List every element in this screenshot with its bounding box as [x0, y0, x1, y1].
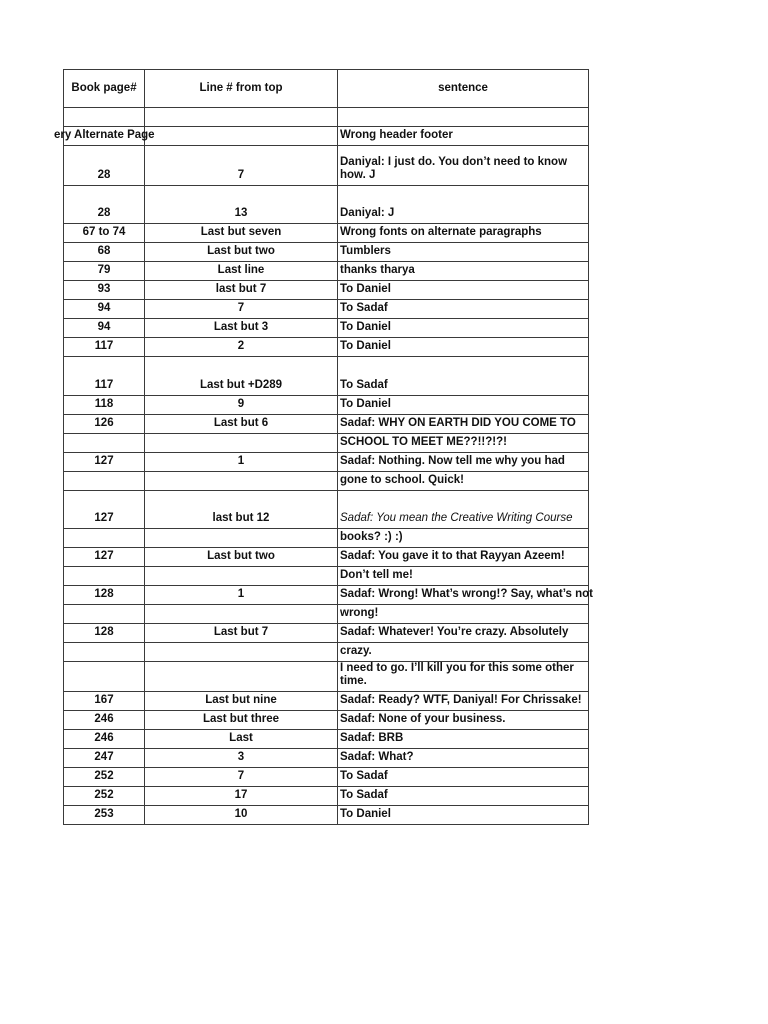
table-row: [64, 357, 589, 396]
book-page-cell[interactable]: [64, 415, 145, 434]
sentence-cell-text: To Sadaf: [340, 789, 388, 801]
line-number-cell[interactable]: [145, 415, 338, 434]
sentence-cell[interactable]: [338, 787, 589, 806]
book-page-cell[interactable]: [64, 186, 145, 224]
book-page-cell[interactable]: [64, 146, 145, 186]
line-number-cell[interactable]: [145, 127, 338, 146]
table-row: [64, 491, 589, 529]
line-number-cell[interactable]: [145, 281, 338, 300]
book-page-cell-text: ery Alternate Page: [54, 129, 155, 141]
line-number-cell[interactable]: [145, 491, 338, 529]
table-row: [64, 453, 589, 472]
line-number-cell[interactable]: [145, 806, 338, 825]
line-number-cell[interactable]: [145, 749, 338, 768]
line-number-cell[interactable]: [145, 586, 338, 605]
sentence-cell[interactable]: [338, 806, 589, 825]
spreadsheet: [54, 69, 593, 825]
table-row: [64, 338, 589, 357]
book-page-cell-text: 128: [94, 588, 114, 600]
table-row: [64, 224, 589, 243]
sentence-cell[interactable]: [338, 749, 589, 768]
sentence-cell[interactable]: [338, 586, 593, 605]
table-row: [64, 605, 589, 624]
line-number-cell[interactable]: [145, 224, 338, 243]
book-page-cell[interactable]: [64, 453, 145, 472]
table-row: [64, 806, 589, 825]
sentence-cell-text: Sadaf: You mean the Creative Writing Course: [340, 512, 573, 524]
line-number-cell[interactable]: [145, 243, 338, 262]
book-page-cell-text: 127: [94, 455, 114, 467]
table-row: [64, 711, 589, 730]
table-row: [64, 662, 589, 692]
line-number-cell[interactable]: [145, 434, 338, 453]
book-page-cell[interactable]: [64, 662, 145, 692]
header-book-page: Book page#: [64, 70, 145, 108]
table-row: [64, 586, 589, 605]
sentence-cell[interactable]: [338, 281, 589, 300]
header-line-number: Line # from top: [145, 70, 338, 108]
book-page-cell-text: 247: [94, 751, 114, 763]
book-page-cell[interactable]: [64, 243, 145, 262]
line-number-cell-text: 1: [237, 588, 245, 600]
sentence-cell[interactable]: [338, 643, 589, 662]
line-number-cell[interactable]: [145, 529, 338, 548]
line-number-cell-text: last but 7: [215, 283, 267, 295]
line-number-cell[interactable]: [145, 662, 338, 692]
line-number-cell[interactable]: [145, 300, 338, 319]
table-row: [64, 768, 589, 787]
table-row: [64, 567, 589, 586]
book-page-cell[interactable]: [64, 300, 145, 319]
sentence-cell[interactable]: [338, 605, 589, 624]
book-page-cell-text: 117: [94, 340, 114, 352]
sentence-cell-text: Tumblers: [340, 245, 391, 257]
sentence-cell[interactable]: [338, 108, 589, 127]
sentence-cell-text: Wrong fonts on alternate paragraphs: [340, 226, 542, 238]
line-number-cell[interactable]: [145, 319, 338, 338]
sentence-cell-text: Sadaf: Whatever! You’re crazy. Absolutely: [340, 626, 569, 638]
table-row: [64, 300, 589, 319]
line-number-cell-text: Last but two: [207, 245, 275, 257]
sentence-cell[interactable]: [338, 730, 589, 749]
book-page-cell[interactable]: [64, 224, 145, 243]
line-number-cell[interactable]: [145, 624, 338, 643]
table-row: [64, 787, 589, 806]
book-page-cell-text: 28: [97, 207, 111, 219]
table-row: [64, 281, 589, 300]
errata-table: [54, 69, 593, 825]
table-row: [64, 396, 589, 415]
table-row: [64, 643, 589, 662]
sentence-cell-text: Sadaf: None of your business.: [340, 713, 506, 725]
line-number-cell-text: Last but 3: [213, 321, 269, 333]
table-row: [64, 108, 589, 127]
book-page-cell-text: 67 to 74: [82, 226, 126, 238]
line-number-cell[interactable]: [145, 692, 338, 711]
book-page-cell[interactable]: [64, 319, 145, 338]
table-row: [64, 127, 589, 146]
sentence-cell-text: To Daniel: [340, 808, 391, 820]
sentence-cell[interactable]: [338, 338, 589, 357]
book-page-cell[interactable]: [64, 567, 145, 586]
book-page-cell[interactable]: [64, 472, 145, 491]
book-page-cell[interactable]: [64, 711, 145, 730]
book-page-cell-text: 252: [94, 789, 114, 801]
sentence-cell-text: To Daniel: [340, 340, 391, 352]
sentence-cell-text: To Sadaf: [340, 379, 388, 391]
table-row: [64, 434, 589, 453]
sentence-cell-text: Sadaf: Ready? WTF, Daniyal! For Chrissake!: [340, 694, 582, 706]
table-row: [64, 262, 589, 281]
sentence-cell[interactable]: [338, 262, 589, 281]
sentence-cell-text: To Daniel: [340, 398, 391, 410]
line-number-cell-text: Last: [229, 732, 253, 744]
sentence-cell-text: wrong!: [340, 607, 379, 619]
book-page-cell[interactable]: [64, 396, 145, 415]
sentence-cell-text: Sadaf: What?: [340, 751, 414, 763]
sentence-cell-text: To Daniel: [340, 283, 391, 295]
book-page-cell[interactable]: [64, 108, 145, 127]
book-page-cell[interactable]: [64, 749, 145, 768]
line-number-cell-text: 9: [237, 398, 245, 410]
sentence-cell[interactable]: [338, 711, 589, 730]
book-page-cell-text: 252: [94, 770, 114, 782]
book-page-cell-text: 167: [94, 694, 114, 706]
book-page-cell[interactable]: [64, 529, 145, 548]
line-number-cell-text: 3: [237, 751, 245, 763]
sentence-cell[interactable]: [338, 624, 589, 643]
sentence-cell[interactable]: [338, 768, 589, 787]
sentence-cell-text: SCHOOL TO MEET ME??!!?!?!: [340, 436, 507, 448]
book-page-cell[interactable]: [64, 262, 145, 281]
sentence-cell-text: Daniyal: I just do. You don’t need to know how. J: [340, 156, 568, 181]
book-page-cell-text: 128: [94, 626, 114, 638]
line-number-cell[interactable]: [145, 108, 338, 127]
sentence-cell[interactable]: [338, 357, 589, 396]
book-page-cell-text: 117: [94, 379, 114, 391]
book-page-cell-text: 79: [97, 264, 111, 276]
line-number-cell[interactable]: [145, 338, 338, 357]
table-row: [64, 730, 589, 749]
sentence-cell-text: Don’t tell me!: [340, 569, 413, 581]
book-page-cell-text: 127: [94, 512, 114, 524]
sentence-cell[interactable]: [338, 146, 589, 186]
sentence-cell[interactable]: [338, 662, 589, 692]
sentence-cell[interactable]: [338, 243, 589, 262]
book-page-cell-text: 246: [94, 732, 114, 744]
table-row: [64, 146, 589, 186]
table-row: [64, 548, 589, 567]
sentence-cell[interactable]: [338, 472, 589, 491]
line-number-cell-text: 17: [234, 789, 248, 801]
line-number-cell-text: Last but two: [207, 550, 275, 562]
table-row: [64, 529, 589, 548]
table-row: [64, 186, 589, 224]
line-number-cell[interactable]: [145, 262, 338, 281]
line-number-cell[interactable]: [145, 768, 338, 787]
line-number-cell-text: 10: [234, 808, 248, 820]
book-page-cell[interactable]: [64, 605, 145, 624]
sentence-cell[interactable]: [338, 300, 589, 319]
book-page-cell[interactable]: [64, 357, 145, 396]
line-number-cell-text: 1: [237, 455, 245, 467]
line-number-cell[interactable]: [145, 567, 338, 586]
line-number-cell[interactable]: [145, 605, 338, 624]
sentence-cell-text: I need to go. I’ll kill you for this some other time.: [340, 662, 574, 687]
book-page-cell[interactable]: [64, 643, 145, 662]
book-page-cell-text: 127: [94, 550, 114, 562]
sentence-cell-text: crazy.: [340, 645, 372, 657]
book-page-cell[interactable]: [64, 806, 145, 825]
table-row: [64, 319, 589, 338]
sentence-cell[interactable]: [338, 415, 589, 434]
book-page-cell-text: 68: [97, 245, 111, 257]
line-number-cell[interactable]: [145, 548, 338, 567]
line-number-cell[interactable]: [145, 186, 338, 224]
table-row: [64, 692, 589, 711]
sentence-cell[interactable]: [338, 224, 589, 243]
line-number-cell[interactable]: [145, 396, 338, 415]
line-number-cell-text: 13: [234, 207, 248, 219]
sentence-cell-text: To Daniel: [340, 321, 391, 333]
book-page-cell[interactable]: [64, 768, 145, 787]
line-number-cell-text: 2: [237, 340, 245, 352]
line-number-cell-text: last but 12: [212, 512, 270, 524]
sentence-cell-text: gone to school. Quick!: [340, 474, 464, 486]
book-page-cell[interactable]: [64, 548, 145, 567]
line-number-cell-text: 7: [237, 770, 245, 782]
book-page-cell-text: 246: [94, 713, 114, 725]
sentence-cell-text: Sadaf: WHY ON EARTH DID YOU COME TO: [340, 417, 576, 429]
book-page-cell[interactable]: [64, 281, 145, 300]
sentence-cell[interactable]: [338, 319, 589, 338]
book-page-cell-text: 94: [97, 321, 111, 333]
line-number-cell-text: Last but +D289: [199, 379, 283, 391]
sentence-cell-text: To Sadaf: [340, 770, 388, 782]
book-page-cell[interactable]: [64, 730, 145, 749]
line-number-cell[interactable]: [145, 787, 338, 806]
table-row: [64, 415, 589, 434]
book-page-cell[interactable]: [64, 787, 145, 806]
line-number-cell-text: Last but three: [202, 713, 280, 725]
table-row: [64, 749, 589, 768]
sentence-cell[interactable]: [338, 396, 589, 415]
book-page-cell[interactable]: [64, 586, 145, 605]
sentence-cell[interactable]: [338, 692, 589, 711]
line-number-cell-text: 7: [237, 302, 245, 314]
header-row: [64, 70, 589, 108]
table-row: [64, 472, 589, 491]
line-number-cell[interactable]: [145, 146, 338, 186]
line-number-cell-text: Last line: [217, 264, 265, 276]
sentence-cell-text: thanks tharya: [340, 264, 415, 276]
line-number-cell-text: 7: [237, 169, 245, 181]
line-number-cell[interactable]: [145, 711, 338, 730]
book-page-cell-text: 118: [94, 398, 114, 410]
book-page-cell-text: 94: [97, 302, 111, 314]
sentence-cell[interactable]: [338, 434, 589, 453]
book-page-cell-text: 126: [94, 417, 114, 429]
sentence-cell-text: Daniyal: J: [340, 207, 395, 219]
sentence-cell[interactable]: [338, 186, 589, 224]
book-page-cell[interactable]: [54, 127, 155, 146]
sentence-cell-text: Sadaf: BRB: [340, 732, 404, 744]
line-number-cell[interactable]: [145, 730, 338, 749]
book-page-cell-text: 253: [94, 808, 114, 820]
book-page-cell[interactable]: [64, 338, 145, 357]
line-number-cell[interactable]: [145, 472, 338, 491]
table-row: [64, 624, 589, 643]
line-number-cell-text: Last but 7: [213, 626, 269, 638]
sentence-cell[interactable]: [338, 529, 589, 548]
book-page-cell-text: 28: [97, 169, 111, 181]
line-number-cell[interactable]: [145, 453, 338, 472]
table-row: [64, 243, 589, 262]
header-sentence: sentence: [338, 70, 589, 108]
sentence-cell[interactable]: [338, 548, 589, 567]
sentence-cell[interactable]: [338, 453, 589, 472]
sentence-cell-text: Sadaf: You gave it to that Rayyan Azeem!: [340, 550, 565, 562]
sentence-cell-text: books? :) :): [340, 531, 403, 543]
sentence-cell-text: Sadaf: Wrong! What’s wrong!? Say, what’s not: [340, 588, 593, 600]
sentence-cell[interactable]: [338, 491, 589, 529]
book-page-cell[interactable]: [64, 491, 145, 529]
line-number-cell[interactable]: [145, 643, 338, 662]
sentence-cell[interactable]: [338, 567, 589, 586]
book-page-cell[interactable]: [64, 434, 145, 453]
book-page-cell-text: 93: [97, 283, 111, 295]
sentence-cell-text: To Sadaf: [340, 302, 388, 314]
line-number-cell-text: Last but seven: [200, 226, 282, 238]
line-number-cell[interactable]: [145, 357, 338, 396]
line-number-cell-text: Last but 6: [213, 417, 269, 429]
sentence-cell-text: Sadaf: Nothing. Now tell me why you had: [340, 455, 565, 467]
sentence-cell-text: Wrong header footer: [340, 129, 453, 141]
line-number-cell-text: Last but nine: [205, 694, 277, 706]
sentence-cell[interactable]: [338, 127, 589, 146]
book-page-cell[interactable]: [64, 692, 145, 711]
book-page-cell[interactable]: [64, 624, 145, 643]
